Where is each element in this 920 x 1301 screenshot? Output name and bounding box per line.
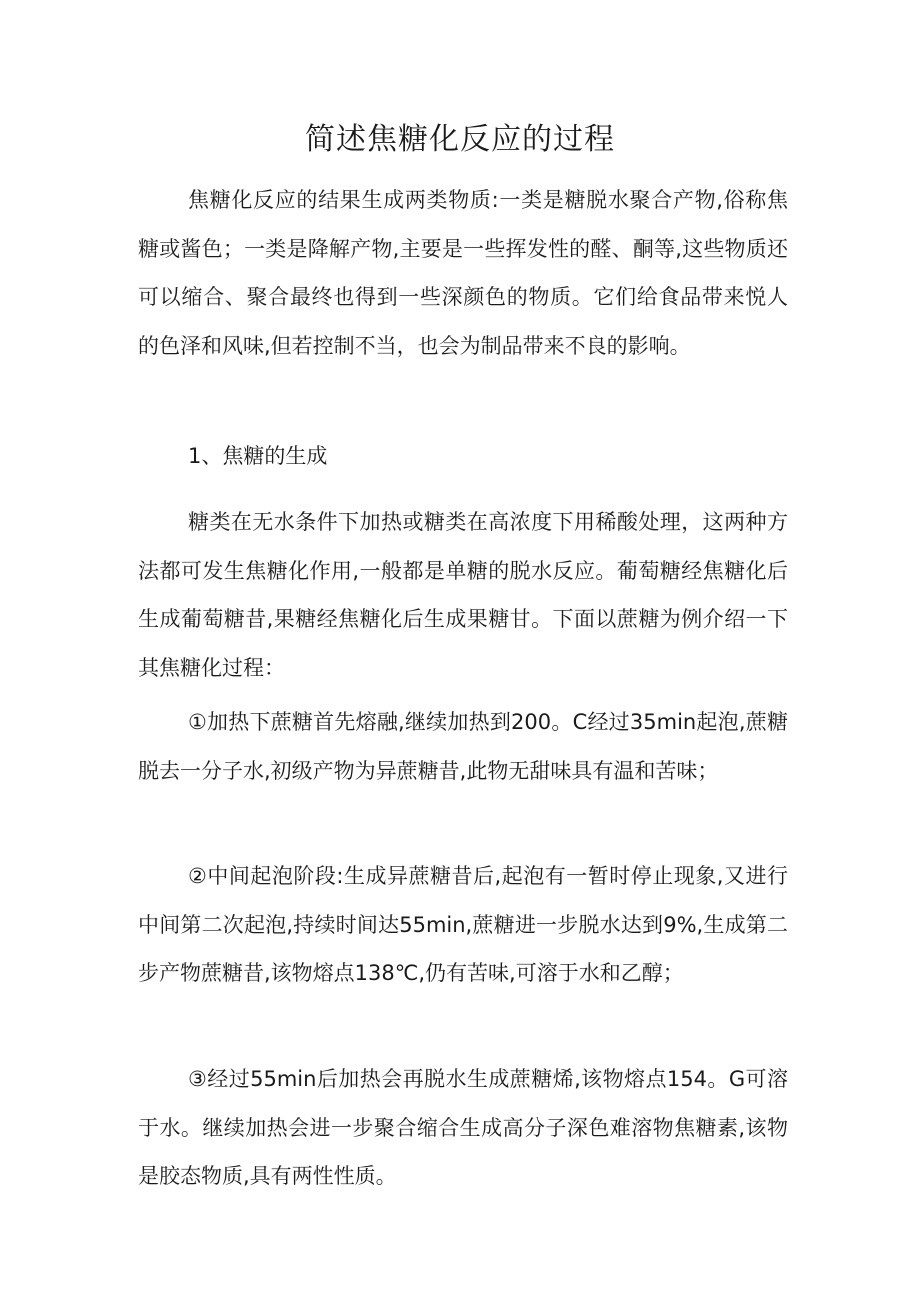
document-title: 简述焦糖化反应的过程	[305, 122, 615, 157]
intro-paragraph: 焦糖化反应的结果生成两类物质:一类是糖脱水聚合产物,俗称焦糖或酱色；一类是降解产物,主要是一些挥发性的醛、酮等,这些物质还可以缩合、聚合最终也得到一些深颜色的物质。它们给食品带来悦人的色泽和风味,但若控制不当，也会为制品带来不良的影响。	[138, 188, 788, 358]
caramelization-conditions-paragraph: 糖类在无水条件下加热或糖类在高浓度下用稀酸处理，这两种方法都可发生焦糖化作用,一般都是单糖的脱水反应。葡萄糖经焦糖化后生成葡萄糖昔,果糖经焦糖化后生成果糖甘。下面以蔗糖为例介绍一下其焦糖化过程：	[138, 510, 788, 680]
step-1-paragraph: ①加热下蔗糖首先熔融,继续加热到200。C经过35min起泡,蔗糖脱去一分子水,初级产物为异蔗糖昔,此物无甜味具有温和苦味；	[138, 710, 788, 783]
step-3-paragraph: ③经过55min后加热会再脱水生成蔗糖烯,该物熔点154。G可溶于水。继续加热会进一步聚合缩合生成高分子深色难溶物焦糖素,该物是胶态物质,具有两性性质。	[138, 1067, 788, 1188]
step-2-paragraph: ②中间起泡阶段:生成异蔗糖昔后,起泡有一暂时停止现象,又进行中间第二次起泡,持续时间达55min,蔗糖进一步脱水达到9%,生成第二步产物蔗糖昔,该物熔点138℃,仍有苦味,可溶于水和乙醇；	[138, 864, 788, 985]
section-heading-caramel-formation: 1、焦糖的生成	[188, 444, 328, 468]
